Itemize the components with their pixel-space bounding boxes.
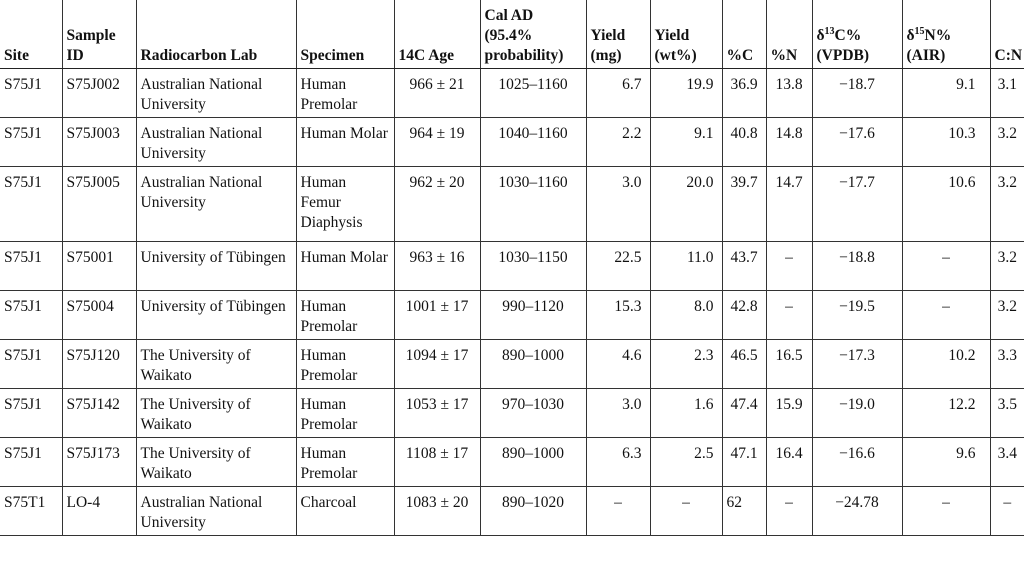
cell-yield-mg: 6.3	[586, 438, 650, 487]
cell-cal-ad: 1030–1160	[480, 167, 586, 242]
header-sample-id: Sample ID	[62, 0, 136, 69]
cell-yield-mg: 6.7	[586, 69, 650, 118]
cell-pct-n: 16.5	[766, 340, 812, 389]
header-d15n	[902, 0, 990, 69]
cell-cal-ad: 1025–1160	[480, 69, 586, 118]
cell-lab: University of Tübingen	[136, 242, 296, 291]
cell-specimen: Human Premolar	[296, 340, 394, 389]
cell-age: 963 ± 16	[394, 242, 480, 291]
cell-d15n: 9.6	[902, 438, 990, 487]
cell-lab: Australian National University	[136, 118, 296, 167]
cell-yield-wt: 2.3	[650, 340, 722, 389]
cell-sample-id: S75001	[62, 242, 136, 291]
cell-pct-n: 15.9	[766, 389, 812, 438]
cell-site: S75J1	[0, 438, 62, 487]
cell-cn: 3.2	[990, 291, 1024, 340]
cell-cal-ad: 1040–1160	[480, 118, 586, 167]
header-age: 14C Age	[394, 0, 480, 69]
cell-pct-n: 14.8	[766, 118, 812, 167]
cell-cn: 3.4	[990, 438, 1024, 487]
cell-sample-id: S75004	[62, 291, 136, 340]
cell-pct-c: 39.7	[722, 167, 766, 242]
header-yield-mg: Yield (mg)	[586, 0, 650, 69]
cell-yield-mg: 3.0	[586, 167, 650, 242]
cell-yield-wt: 8.0	[650, 291, 722, 340]
table-row	[0, 118, 1024, 167]
header-pct-n: %N	[766, 0, 812, 69]
cell-pct-c: 40.8	[722, 118, 766, 167]
cell-yield-wt: –	[650, 487, 722, 536]
cell-sample-id: S75J173	[62, 438, 136, 487]
cell-sample-id: S75J120	[62, 340, 136, 389]
header-d15n-symbol: δ	[906, 27, 915, 44]
cell-cal-ad: 890–1020	[480, 487, 586, 536]
cell-lab: The University of Waikato	[136, 340, 296, 389]
header-d13c-label: C%	[834, 27, 862, 44]
header-lab: Radiocarbon Lab	[136, 0, 296, 69]
cell-age: 1001 ± 17	[394, 291, 480, 340]
cell-lab: University of Tübingen	[136, 291, 296, 340]
cell-cal-ad: 890–1000	[480, 340, 586, 389]
cell-d15n: 12.2	[902, 389, 990, 438]
cell-sample-id: S75J005	[62, 167, 136, 242]
table-row	[0, 340, 1024, 389]
cell-site: S75J1	[0, 291, 62, 340]
table-row	[0, 438, 1024, 487]
cell-sample-id: S75J003	[62, 118, 136, 167]
cell-pct-c: 43.7	[722, 242, 766, 291]
header-site: Site	[0, 0, 62, 69]
cell-age: 1108 ± 17	[394, 438, 480, 487]
cell-sample-id: LO-4	[62, 487, 136, 536]
cell-specimen: Human Premolar	[296, 438, 394, 487]
cell-cn: 3.1	[990, 69, 1024, 118]
cell-cal-ad: 1030–1150	[480, 242, 586, 291]
header-yield-wt: Yield (wt%)	[650, 0, 722, 69]
header-d13c-unit: (VPDB)	[816, 47, 870, 64]
header-d15n-unit: (AIR)	[906, 47, 946, 64]
cell-cal-ad: 970–1030	[480, 389, 586, 438]
header-d15n-superscript: 15	[914, 25, 925, 37]
cell-d13c: −19.5	[812, 291, 902, 340]
cell-age: 962 ± 20	[394, 167, 480, 242]
cell-pct-c: 42.8	[722, 291, 766, 340]
cell-pct-c: 62	[722, 487, 766, 536]
cell-pct-c: 47.4	[722, 389, 766, 438]
cell-specimen: Human Premolar	[296, 291, 394, 340]
cell-lab: Australian National University	[136, 69, 296, 118]
cell-yield-mg: 3.0	[586, 389, 650, 438]
cell-yield-mg: 2.2	[586, 118, 650, 167]
cell-site: S75J1	[0, 167, 62, 242]
cell-d13c: −18.8	[812, 242, 902, 291]
header-cal-ad: Cal AD (95.4% probability)	[480, 0, 586, 69]
cell-pct-n: 14.7	[766, 167, 812, 242]
header-d15n-label: N%	[924, 27, 952, 44]
cell-age: 1094 ± 17	[394, 340, 480, 389]
cell-specimen: Human Femur Diaphysis	[296, 167, 394, 242]
cell-d13c: −17.7	[812, 167, 902, 242]
cell-cal-ad: 990–1120	[480, 291, 586, 340]
cell-yield-wt: 2.5	[650, 438, 722, 487]
cell-lab: The University of Waikato	[136, 438, 296, 487]
cell-yield-mg: 22.5	[586, 242, 650, 291]
cell-d13c: −18.7	[812, 69, 902, 118]
cell-sample-id: S75J002	[62, 69, 136, 118]
cell-d15n: 10.3	[902, 118, 990, 167]
cell-cn: 3.2	[990, 118, 1024, 167]
cell-pct-c: 36.9	[722, 69, 766, 118]
cell-d15n: 10.2	[902, 340, 990, 389]
cell-lab: Australian National University	[136, 487, 296, 536]
cell-site: S75J1	[0, 242, 62, 291]
header-specimen: Specimen	[296, 0, 394, 69]
cell-cal-ad: 890–1000	[480, 438, 586, 487]
cell-cn: 3.5	[990, 389, 1024, 438]
cell-d13c: −17.6	[812, 118, 902, 167]
cell-pct-c: 47.1	[722, 438, 766, 487]
table-row	[0, 167, 1024, 242]
cell-site: S75J1	[0, 118, 62, 167]
cell-site: S75J1	[0, 389, 62, 438]
cell-specimen: Charcoal	[296, 487, 394, 536]
table-row	[0, 69, 1024, 118]
table-row	[0, 242, 1024, 291]
cell-d15n: –	[902, 242, 990, 291]
cell-specimen: Human Molar	[296, 242, 394, 291]
cell-specimen: Human Molar	[296, 118, 394, 167]
cell-d15n: –	[902, 291, 990, 340]
cell-age: 964 ± 19	[394, 118, 480, 167]
cell-pct-n: 16.4	[766, 438, 812, 487]
cell-d13c: −19.0	[812, 389, 902, 438]
cell-d13c: −17.3	[812, 340, 902, 389]
header-d13c	[812, 0, 902, 69]
cell-site: S75T1	[0, 487, 62, 536]
cell-site: S75J1	[0, 69, 62, 118]
cell-site: S75J1	[0, 340, 62, 389]
cell-pct-n: 13.8	[766, 69, 812, 118]
table-row	[0, 291, 1024, 340]
cell-lab: The University of Waikato	[136, 389, 296, 438]
cell-yield-wt: 19.9	[650, 69, 722, 118]
header-row	[0, 0, 1024, 69]
cell-sample-id: S75J142	[62, 389, 136, 438]
cell-yield-wt: 1.6	[650, 389, 722, 438]
cell-d15n: –	[902, 487, 990, 536]
table-row	[0, 487, 1024, 536]
cell-yield-mg: –	[586, 487, 650, 536]
cell-d13c: −24.78	[812, 487, 902, 536]
cell-age: 1053 ± 17	[394, 389, 480, 438]
header-d13c-symbol: δ	[816, 27, 825, 44]
header-d13c-superscript: 13	[824, 25, 835, 37]
cell-yield-wt: 9.1	[650, 118, 722, 167]
cell-cn: 3.3	[990, 340, 1024, 389]
cell-age: 966 ± 21	[394, 69, 480, 118]
cell-yield-wt: 20.0	[650, 167, 722, 242]
cell-cn: –	[990, 487, 1024, 536]
cell-yield-mg: 15.3	[586, 291, 650, 340]
cell-yield-wt: 11.0	[650, 242, 722, 291]
header-pct-c: %C	[722, 0, 766, 69]
cell-pct-n: –	[766, 242, 812, 291]
cell-specimen: Human Premolar	[296, 389, 394, 438]
header-cn: C:N	[990, 0, 1024, 69]
cell-lab: Australian National University	[136, 167, 296, 242]
cell-yield-mg: 4.6	[586, 340, 650, 389]
cell-d15n: 9.1	[902, 69, 990, 118]
cell-pct-n: –	[766, 487, 812, 536]
cell-age: 1083 ± 20	[394, 487, 480, 536]
cell-d15n: 10.6	[902, 167, 990, 242]
cell-specimen: Human Premolar	[296, 69, 394, 118]
table-row	[0, 389, 1024, 438]
cell-cn: 3.2	[990, 167, 1024, 242]
cell-d13c: −16.6	[812, 438, 902, 487]
cell-pct-n: –	[766, 291, 812, 340]
cell-cn: 3.2	[990, 242, 1024, 291]
cell-pct-c: 46.5	[722, 340, 766, 389]
